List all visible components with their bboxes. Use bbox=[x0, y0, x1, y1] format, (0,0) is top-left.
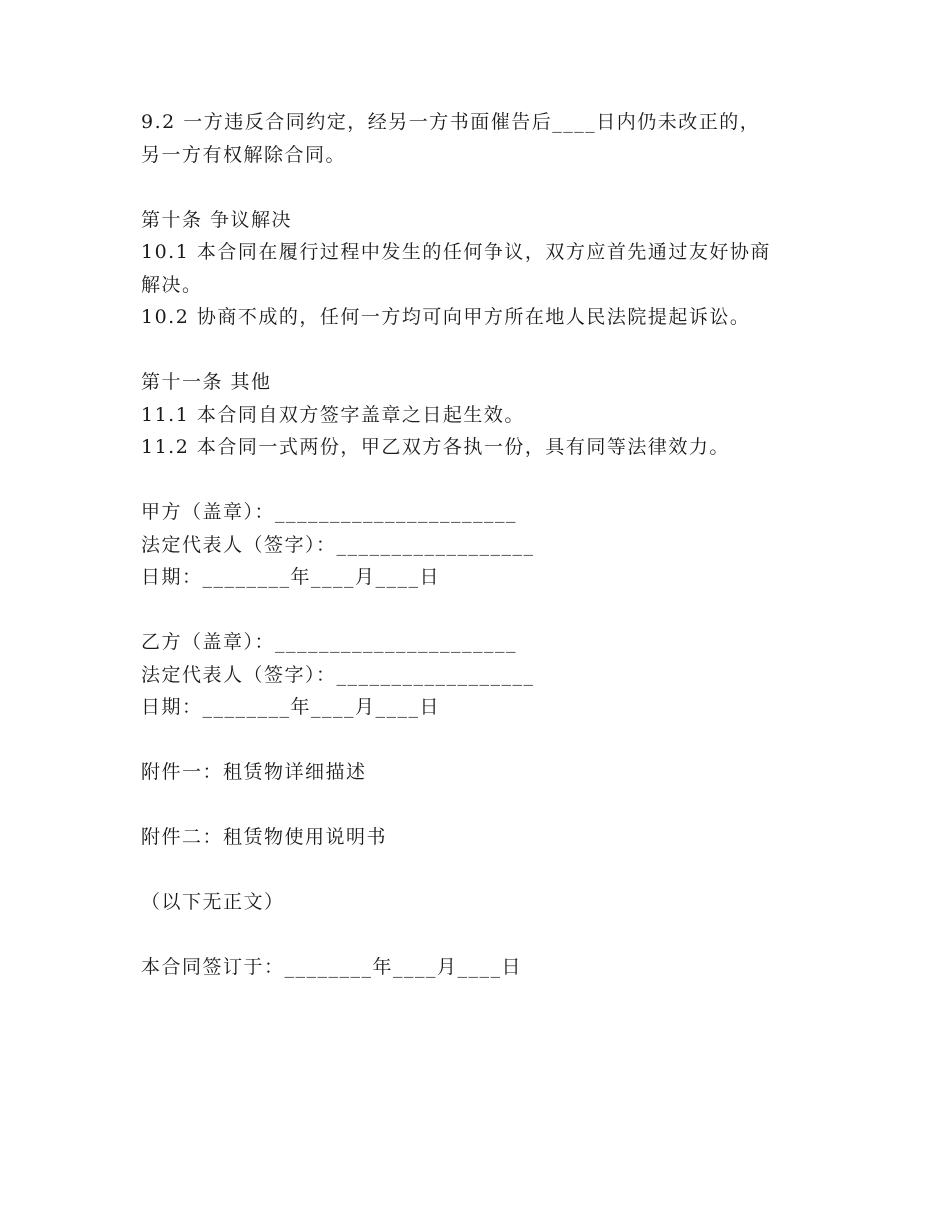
spacer bbox=[141, 171, 821, 204]
spacer bbox=[141, 594, 821, 627]
signing-date-line: 本合同签订于：________年____月____日 bbox=[141, 956, 523, 978]
attachment-one: 附件一：租赁物详细描述 bbox=[141, 761, 367, 783]
clause-10-1-line-2: 解决。 bbox=[141, 273, 203, 296]
end-note: （以下无正文） bbox=[141, 891, 285, 913]
clause-9-2-line-2: 另一方有权解除合同。 bbox=[141, 143, 347, 166]
attachment-two: 附件二：租赁物使用说明书 bbox=[141, 826, 388, 848]
spacer bbox=[141, 464, 821, 497]
party-b-date-line: 日期：________年____月____日 bbox=[141, 696, 441, 718]
spacer bbox=[141, 789, 821, 822]
spacer bbox=[141, 334, 821, 367]
party-b-seal-line: 乙方（盖章）：______________________ bbox=[141, 631, 518, 653]
clause-10-2: 10.2 协商不成的，任何一方均可向甲方所在地人民法院提起诉讼。 bbox=[141, 306, 751, 328]
spacer bbox=[141, 919, 821, 952]
contract-page bbox=[141, 106, 821, 984]
article-11-heading: 第十一条 其他 bbox=[141, 371, 272, 393]
party-a-representative-line: 法定代表人（签字）：__________________ bbox=[141, 533, 535, 556]
clause-11-1: 11.1 本合同自双方签字盖章之日起生效。 bbox=[141, 403, 525, 426]
clause-11-2: 11.2 本合同一式两份，甲乙双方各执一份，具有同等法律效力。 bbox=[141, 436, 730, 458]
spacer bbox=[141, 724, 821, 757]
party-b-representative-line: 法定代表人（签字）：__________________ bbox=[141, 663, 535, 686]
party-a-date-line: 日期：________年____月____日 bbox=[141, 566, 441, 588]
spacer bbox=[141, 854, 821, 887]
article-10-heading: 第十条 争议解决 bbox=[141, 208, 293, 231]
clause-10-1-line-1: 10.1 本合同在履行过程中发生的任何争议，双方应首先通过友好协商 bbox=[141, 241, 771, 263]
clause-9-2-line-1: 9.2 一方违反合同约定，经另一方书面催告后____日内仍未改正的， bbox=[141, 111, 761, 133]
party-a-seal-line: 甲方（盖章）：______________________ bbox=[141, 501, 518, 523]
